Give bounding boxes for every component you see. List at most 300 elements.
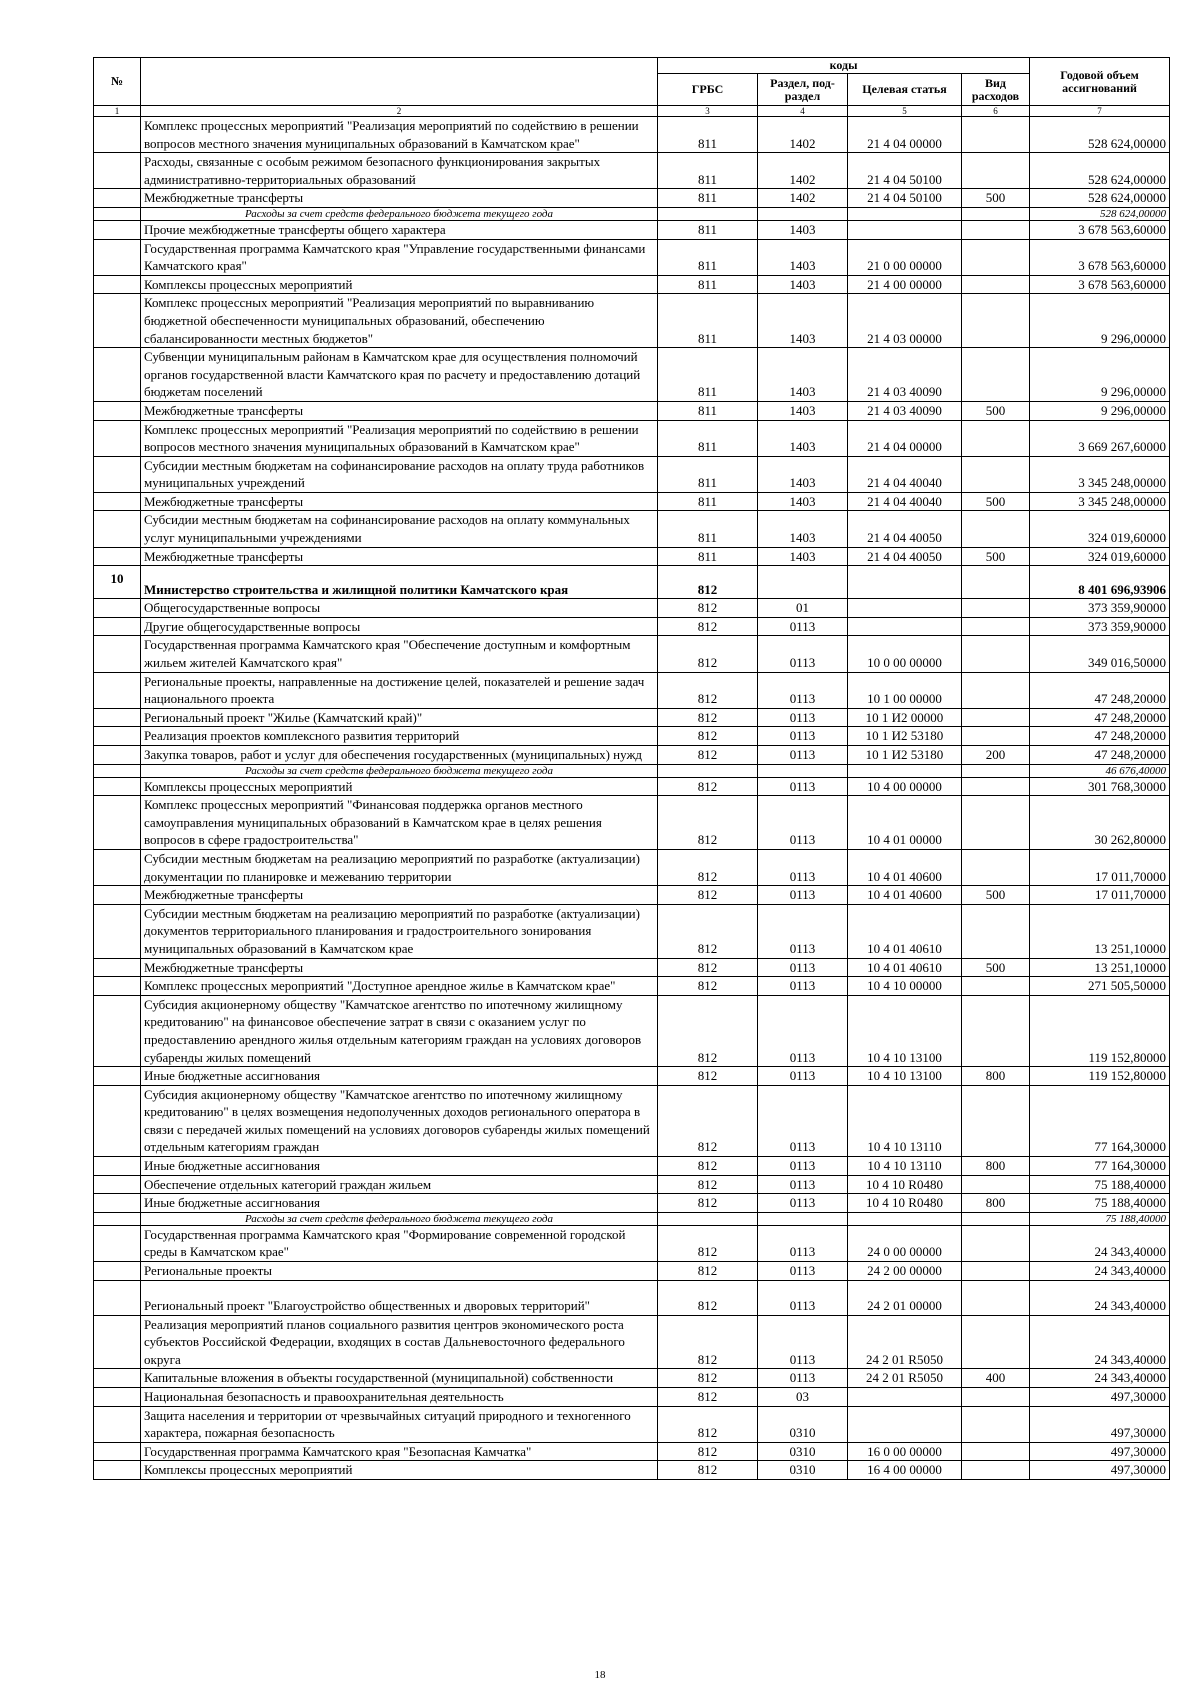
cell-type [962,1175,1030,1194]
cell-grbs: 812 [658,708,758,727]
header-index: 4 [758,106,848,117]
cell-name: Межбюджетные трансферты [141,401,658,420]
cell-name: Межбюджетные трансферты [141,189,658,208]
table-row [94,727,1170,746]
table-row [94,995,1170,1066]
cell-section: 0310 [758,1461,848,1480]
cell-no [94,1369,141,1388]
cell-type: 500 [962,958,1030,977]
table-row [94,207,1170,220]
table-row [94,1461,1170,1480]
cell-grbs: 812 [658,849,758,885]
cell-amount: 47 248,20000 [1030,746,1170,765]
cell-no [94,207,141,220]
table-row [94,220,1170,239]
cell-type: 800 [962,1194,1030,1213]
cell-section: 0113 [758,849,848,885]
cell-grbs: 811 [658,275,758,294]
cell-target [848,1406,962,1442]
cell-grbs: 812 [658,904,758,958]
cell-target: 21 0 00 00000 [848,239,962,275]
table-row [94,511,1170,547]
cell-no [94,672,141,708]
cell-amount: 30 262,80000 [1030,796,1170,850]
cell-grbs: 812 [658,1280,758,1315]
cell-section: 0113 [758,777,848,796]
cell-grbs: 812 [658,1175,758,1194]
cell-section: 1403 [758,547,848,566]
cell-no [94,958,141,977]
cell-type [962,153,1030,189]
cell-name: Межбюджетные трансферты [141,886,658,905]
cell-amount: 47 248,20000 [1030,727,1170,746]
cell-no [94,1388,141,1407]
table-row [94,189,1170,208]
cell-grbs: 812 [658,777,758,796]
table-row [94,294,1170,348]
cell-type [962,239,1030,275]
cell-name: Региональный проект "Благоустройство общественных и дворовых территорий" [141,1280,658,1315]
cell-grbs: 812 [658,1369,758,1388]
cell-name: Комплекс процессных мероприятий "Реализация мероприятий по выравниванию бюджетной обеспеченности муниципальных образований, обеспечению сбалансированности местных бюджетов" [141,294,658,348]
cell-target: 24 2 00 00000 [848,1262,962,1281]
table-row [94,547,1170,566]
cell-grbs: 812 [658,746,758,765]
table-body [94,117,1170,1480]
header-amount: Годовой объем ассигнований [1030,58,1170,106]
cell-no [94,420,141,456]
cell-type [962,708,1030,727]
cell-section: 0113 [758,1175,848,1194]
cell-name: Субсидия акционерному обществу "Камчатское агентство по ипотечному жилищному кредитованию" на финансовое обеспечение затрат в связи с оказанием услуг по предоставлению арендного жилья отдельным категориям граждан на условиях договоров субаренды жилых помещений [141,995,658,1066]
cell-section: 1402 [758,153,848,189]
cell-type [962,764,1030,777]
cell-target: 10 4 10 00000 [848,977,962,996]
table-row [94,566,1170,599]
cell-amount: 47 248,20000 [1030,708,1170,727]
table-row [94,456,1170,492]
cell-type: 500 [962,401,1030,420]
cell-target: 21 4 00 00000 [848,275,962,294]
cell-target: 24 2 01 00000 [848,1280,962,1315]
cell-grbs: 812 [658,1225,758,1261]
cell-section: 0113 [758,886,848,905]
cell-name: Региональный проект "Жилье (Камчатский край)" [141,708,658,727]
cell-amount: 3 345 248,00000 [1030,492,1170,511]
cell-amount: 13 251,10000 [1030,904,1170,958]
cell-target: 21 4 04 00000 [848,117,962,153]
cell-name: Государственная программа Камчатского края "Формирование современной городской среды в Камчатском крае" [141,1225,658,1261]
header-index: 1 [94,106,141,117]
cell-name: Другие общегосударственные вопросы [141,617,658,636]
cell-name: Комплекс процессных мероприятий "Реализация мероприятий по содействию в решении вопросов местного значения муниципальных образований в Камчатском крае" [141,420,658,456]
cell-amount: 24 343,40000 [1030,1262,1170,1281]
cell-amount: 528 624,00000 [1030,117,1170,153]
cell-no [94,547,141,566]
cell-name: Расходы за счет средств федерального бюджета текущего года [141,1212,658,1225]
table-row [94,904,1170,958]
cell-amount: 17 011,70000 [1030,849,1170,885]
cell-target: 10 4 10 13100 [848,995,962,1066]
cell-section: 0113 [758,1369,848,1388]
cell-section: 01 [758,599,848,618]
cell-amount: 528 624,00000 [1030,207,1170,220]
cell-target: 10 4 10 13110 [848,1085,962,1156]
cell-section: 0113 [758,1262,848,1281]
header-index: 2 [141,106,658,117]
cell-no [94,777,141,796]
cell-no [94,275,141,294]
header-index: 5 [848,106,962,117]
table-row [94,1406,1170,1442]
cell-section: 1403 [758,348,848,402]
cell-type: 500 [962,189,1030,208]
cell-grbs: 812 [658,636,758,672]
cell-target [848,220,962,239]
cell-target: 21 4 03 40090 [848,401,962,420]
cell-target [848,1212,962,1225]
table-row [94,746,1170,765]
cell-target: 10 0 00 00000 [848,636,962,672]
cell-type [962,904,1030,958]
cell-grbs: 811 [658,117,758,153]
cell-grbs: 812 [658,958,758,977]
cell-target: 21 4 04 40040 [848,456,962,492]
cell-type [962,348,1030,402]
cell-target: 10 4 01 00000 [848,796,962,850]
cell-name: Закупка товаров, работ и услуг для обеспечения государственных (муниципальных) нужд [141,746,658,765]
cell-target: 10 4 01 40610 [848,904,962,958]
cell-name: Общегосударственные вопросы [141,599,658,618]
cell-grbs: 812 [658,977,758,996]
cell-grbs: 811 [658,492,758,511]
cell-grbs: 811 [658,547,758,566]
cell-target [848,566,962,599]
cell-grbs [658,1212,758,1225]
cell-no [94,1442,141,1461]
cell-grbs: 811 [658,153,758,189]
cell-no [94,401,141,420]
cell-no [94,348,141,402]
cell-name: Межбюджетные трансферты [141,958,658,977]
cell-no [94,1225,141,1261]
cell-grbs: 812 [658,1461,758,1480]
cell-target [848,617,962,636]
cell-grbs: 812 [658,599,758,618]
cell-section: 0310 [758,1442,848,1461]
cell-target: 21 4 03 00000 [848,294,962,348]
header-index: 6 [962,106,1030,117]
cell-section: 0113 [758,1315,848,1369]
cell-name: Комплексы процессных мероприятий [141,1461,658,1480]
table-row [94,764,1170,777]
cell-name: Комплекс процессных мероприятий "Доступное арендное жилье в Камчатском крае" [141,977,658,996]
cell-target: 10 4 00 00000 [848,777,962,796]
cell-section: 1402 [758,189,848,208]
cell-section: 1403 [758,239,848,275]
cell-name: Расходы за счет средств федерального бюджета текущего года [141,207,658,220]
cell-amount: 497,30000 [1030,1388,1170,1407]
cell-amount: 3 669 267,60000 [1030,420,1170,456]
cell-no [94,886,141,905]
cell-amount: 77 164,30000 [1030,1157,1170,1176]
cell-target: 10 4 10 R0480 [848,1194,962,1213]
cell-type [962,1212,1030,1225]
cell-section [758,566,848,599]
cell-name: Капитальные вложения в объекты государственной (муниципальной) собственности [141,1369,658,1388]
cell-name: Межбюджетные трансферты [141,547,658,566]
cell-type [962,1388,1030,1407]
cell-section: 0113 [758,672,848,708]
cell-grbs: 812 [658,1406,758,1442]
cell-amount: 349 016,50000 [1030,636,1170,672]
header-type: Вид расходов [962,74,1030,106]
cell-type [962,1225,1030,1261]
cell-no [94,492,141,511]
budget-table [93,57,1170,1480]
cell-grbs: 811 [658,401,758,420]
table-row [94,153,1170,189]
cell-name: Реализация мероприятий планов социального развития центров экономического роста субъектов Российской Федерации, входящих в состав Дальневосточного федерального округа [141,1315,658,1369]
cell-target: 10 4 01 40600 [848,886,962,905]
cell-section: 0113 [758,746,848,765]
cell-type [962,117,1030,153]
cell-type [962,777,1030,796]
cell-name: Субсидии местным бюджетам на софинансирование расходов на оплату коммунальных услуг муниципальными учреждениями [141,511,658,547]
cell-no [94,796,141,850]
cell-no [94,977,141,996]
cell-grbs [658,207,758,220]
cell-grbs: 812 [658,1442,758,1461]
table-row [94,117,1170,153]
cell-section: 0310 [758,1406,848,1442]
table-row [94,420,1170,456]
cell-target [848,1388,962,1407]
cell-name: Межбюджетные трансферты [141,492,658,511]
cell-no [94,239,141,275]
table-row [94,599,1170,618]
cell-amount: 271 505,50000 [1030,977,1170,996]
cell-type [962,220,1030,239]
budget-table-sheet [93,57,1169,1480]
cell-amount: 3 678 563,60000 [1030,239,1170,275]
cell-amount: 373 359,90000 [1030,617,1170,636]
cell-amount: 9 296,00000 [1030,348,1170,402]
cell-name: Прочие межбюджетные трансферты общего характера [141,220,658,239]
cell-type: 500 [962,886,1030,905]
cell-grbs: 811 [658,220,758,239]
table-row [94,1280,1170,1315]
cell-name: Региональные проекты [141,1262,658,1281]
cell-type [962,796,1030,850]
table-row [94,348,1170,402]
cell-type [962,511,1030,547]
cell-target: 10 4 01 40610 [848,958,962,977]
cell-amount: 528 624,00000 [1030,153,1170,189]
cell-no [94,1212,141,1225]
cell-amount: 46 676,40000 [1030,764,1170,777]
table-row [94,239,1170,275]
table-row [94,849,1170,885]
cell-type [962,977,1030,996]
cell-target: 16 4 00 00000 [848,1461,962,1480]
cell-name: Расходы, связанные с особым режимом безопасного функционирования закрытых административно-территориальных образований [141,153,658,189]
cell-amount: 497,30000 [1030,1406,1170,1442]
header-index: 7 [1030,106,1170,117]
table-row [94,1262,1170,1281]
cell-section: 03 [758,1388,848,1407]
cell-amount: 528 624,00000 [1030,189,1170,208]
cell-amount: 3 678 563,60000 [1030,220,1170,239]
table-row [94,1369,1170,1388]
cell-section [758,764,848,777]
table-row [94,275,1170,294]
cell-amount: 3 345 248,00000 [1030,456,1170,492]
cell-amount: 24 343,40000 [1030,1369,1170,1388]
cell-section: 0113 [758,1280,848,1315]
cell-target [848,599,962,618]
cell-section: 1403 [758,492,848,511]
cell-amount: 301 768,30000 [1030,777,1170,796]
cell-amount: 324 019,60000 [1030,547,1170,566]
cell-name: Обеспечение отдельных категорий граждан жильем [141,1175,658,1194]
cell-grbs: 812 [658,1388,758,1407]
cell-type [962,1280,1030,1315]
cell-no [94,995,141,1066]
cell-grbs: 812 [658,1067,758,1086]
cell-type [962,727,1030,746]
cell-type: 200 [962,746,1030,765]
cell-name: Иные бюджетные ассигнования [141,1194,658,1213]
table-row [94,1067,1170,1086]
cell-grbs: 812 [658,727,758,746]
cell-section: 1403 [758,420,848,456]
cell-type [962,672,1030,708]
cell-section: 0113 [758,727,848,746]
cell-type: 500 [962,492,1030,511]
cell-no [94,1280,141,1315]
table-row [94,1194,1170,1213]
cell-section: 0113 [758,636,848,672]
table-row [94,1315,1170,1369]
cell-amount: 373 359,90000 [1030,599,1170,618]
cell-name: Иные бюджетные ассигнования [141,1067,658,1086]
cell-grbs: 812 [658,1085,758,1156]
cell-type [962,1315,1030,1369]
cell-no [94,511,141,547]
cell-grbs: 811 [658,420,758,456]
cell-target: 10 4 10 R0480 [848,1175,962,1194]
cell-amount: 497,30000 [1030,1461,1170,1480]
cell-name: Реализация проектов комплексного развития территорий [141,727,658,746]
cell-grbs: 811 [658,348,758,402]
table-row [94,777,1170,796]
cell-grbs: 812 [658,1194,758,1213]
cell-type: 800 [962,1067,1030,1086]
cell-no [94,153,141,189]
cell-name: Комплексы процессных мероприятий [141,777,658,796]
cell-target: 10 1 И2 00000 [848,708,962,727]
table-row [94,708,1170,727]
cell-type [962,849,1030,885]
cell-no [94,1406,141,1442]
cell-no [94,1067,141,1086]
table-row [94,1225,1170,1261]
cell-no [94,746,141,765]
cell-no [94,1175,141,1194]
cell-no [94,849,141,885]
cell-target: 21 4 04 00000 [848,420,962,456]
cell-target: 24 2 01 R5050 [848,1369,962,1388]
cell-type [962,599,1030,618]
cell-name: Иные бюджетные ассигнования [141,1157,658,1176]
cell-type [962,1406,1030,1442]
cell-type [962,636,1030,672]
table-header [94,58,1170,117]
cell-name: Субсидии местным бюджетам на реализацию мероприятий по разработке (актуализации) документации по планировке и межеванию территории [141,849,658,885]
cell-name: Расходы за счет средств федерального бюджета текущего года [141,764,658,777]
cell-amount: 119 152,80000 [1030,995,1170,1066]
table-row [94,1175,1170,1194]
cell-target [848,764,962,777]
cell-no [94,189,141,208]
header-index: 3 [658,106,758,117]
cell-target: 10 1 00 00000 [848,672,962,708]
cell-name: Субсидии местным бюджетам на софинансирование расходов на оплату труда работников муниципальных учреждений [141,456,658,492]
table-row [94,492,1170,511]
cell-section: 0113 [758,708,848,727]
table-row [94,886,1170,905]
cell-amount: 497,30000 [1030,1442,1170,1461]
cell-amount: 9 296,00000 [1030,294,1170,348]
cell-section: 0113 [758,995,848,1066]
cell-name: Министерство строительства и жилищной политики Камчатского края [141,566,658,599]
cell-section: 0113 [758,904,848,958]
cell-section: 1403 [758,220,848,239]
cell-type [962,566,1030,599]
cell-type [962,995,1030,1066]
cell-type [962,617,1030,636]
cell-amount: 13 251,10000 [1030,958,1170,977]
table-row [94,1157,1170,1176]
cell-no [94,456,141,492]
cell-target: 21 4 04 50100 [848,153,962,189]
cell-amount: 3 678 563,60000 [1030,275,1170,294]
cell-no [94,764,141,777]
cell-amount: 24 343,40000 [1030,1280,1170,1315]
cell-amount: 17 011,70000 [1030,886,1170,905]
cell-target: 21 4 04 40050 [848,511,962,547]
cell-section: 1403 [758,456,848,492]
cell-type [962,420,1030,456]
cell-grbs: 811 [658,511,758,547]
cell-amount: 24 343,40000 [1030,1315,1170,1369]
cell-target: 10 4 10 13110 [848,1157,962,1176]
cell-grbs: 812 [658,796,758,850]
cell-type [962,275,1030,294]
cell-target: 21 4 03 40090 [848,348,962,402]
cell-name: Комплекс процессных мероприятий "Финансовая поддержка органов местного самоуправления муниципальных образований в Камчатском крае в целях решения вопросов в сфере градостроительства" [141,796,658,850]
cell-target: 10 4 10 13100 [848,1067,962,1086]
cell-type: 800 [962,1157,1030,1176]
cell-section: 0113 [758,1194,848,1213]
cell-amount: 77 164,30000 [1030,1085,1170,1156]
cell-type [962,207,1030,220]
cell-section: 1402 [758,117,848,153]
cell-no [94,727,141,746]
cell-grbs: 812 [658,566,758,599]
cell-section: 1403 [758,275,848,294]
